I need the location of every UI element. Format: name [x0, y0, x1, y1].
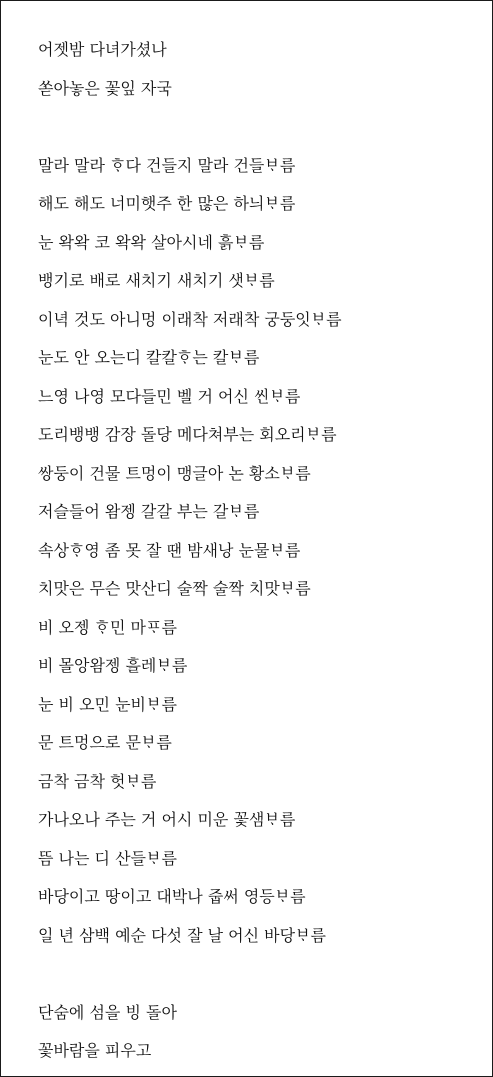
poem-line: 단숨에 섬을 빙 돌아 [38, 1002, 177, 1022]
poem-line: 꽃바람을 피우고 [38, 1041, 152, 1060]
poem-line: 문 트멍으로 문ᄇᆞ름 [38, 733, 172, 752]
poem-line: 바당이고 땅이고 대박나 줍써 영등ᄇᆞ름 [38, 887, 306, 906]
stanza-break [38, 108, 482, 147]
poem-line: 느영 나영 모다들민 벨 거 어신 씬ᄇᆞ름 [38, 386, 301, 406]
poem-line: 속상ᄒᆞ영 좀 못 잘 땐 밤새낭 눈물ᄇᆞ름 [38, 540, 301, 560]
poem-line: 뜸 나는 디 산들ᄇᆞ름 [38, 848, 177, 868]
poem-line: 뱅기로 배로 새치기 새치기 샛ᄇᆞ름 [38, 271, 275, 290]
poem-line: 이녁 것도 아니멍 이래착 저래착 궁둥잇ᄇᆞ름 [38, 309, 342, 329]
poem-line: 해도 해도 너미햇주 한 많은 하늬ᄇᆞ름 [38, 194, 296, 213]
poem-line: 저슬들어 왐젱 갈갈 부는 갈ᄇᆞ름 [38, 502, 260, 521]
poem-line: 비 몰앙왐젱 흘레ᄇᆞ름 [38, 656, 188, 675]
stanza-break [38, 955, 482, 994]
poem-line: 눈 비 오민 눈비ᄇᆞ름 [38, 694, 177, 714]
poem-body [38, 31, 482, 1071]
poem-line: 일 년 삼백 예순 다섯 잘 날 어신 바당ᄇᆞ름 [38, 925, 326, 945]
poem-line: 비 오젱 ᄒᆞ민 마ᄑᆞ름 [38, 617, 177, 637]
poem-line: 어젯밤 다녀가셨나 [38, 40, 167, 59]
poem-line: 말라 말라 ᄒᆞ다 건들지 말라 건들ᄇᆞ름 [38, 155, 296, 175]
poem-line: 쏟아놓은 꽃잎 자국 [38, 78, 172, 98]
poem-line: 금착 금착 헛ᄇᆞ름 [38, 771, 157, 791]
poem-line: 치맛은 무슨 맛산디 술짝 술짝 치맛ᄇᆞ름 [38, 579, 311, 598]
poem-line: 도리뱅뱅 감장 돌당 메다쳐부는 회오리ᄇᆞ름 [38, 425, 337, 444]
poem-line: 눈 왁왁 코 왁왁 살아시네 흙ᄇᆞ름 [38, 232, 265, 252]
poem-line: 쌍둥이 건물 트멍이 맹글아 논 황소ᄇᆞ름 [38, 463, 311, 483]
poem-line: 가나오나 주는 거 어시 미운 꽃샘ᄇᆞ름 [38, 810, 296, 829]
poem-line: 눈도 안 오는디 칼칼ᄒᆞ는 칼ᄇᆞ름 [38, 348, 260, 367]
